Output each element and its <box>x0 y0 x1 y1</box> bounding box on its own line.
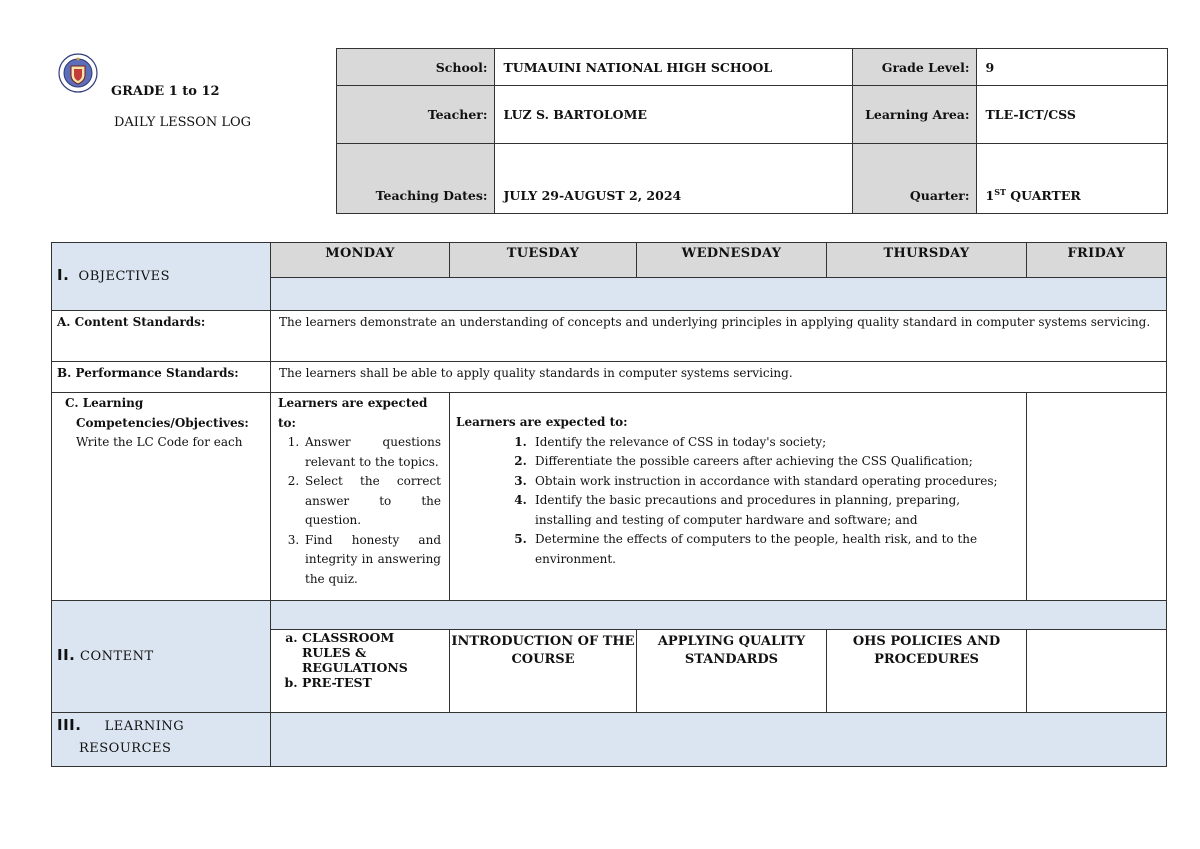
list-item: 1. Identify the relevance of CSS in today's society; <box>531 433 1018 453</box>
quarter-label: Quarter: <box>852 144 976 214</box>
friday-content <box>1027 630 1167 713</box>
title-block <box>51 49 336 214</box>
day-header-friday: FRIDAY <box>1027 243 1167 278</box>
day-header-tuesday: TUESDAY <box>450 243 637 278</box>
dates-value: JULY 29-AUGUST 2, 2024 <box>494 144 852 214</box>
thursday-content: OHS POLICIES AND PROCEDURES <box>827 630 1027 713</box>
area-label: Learning Area: <box>852 86 976 144</box>
list-item: b. PRE-TEST <box>302 675 445 690</box>
monday-objectives: Learners are expected to: 1. Answer questions relevant to the topics. 2. Select the correct answer to the question. 3. Find honesty and integrity in answering the quiz. <box>271 393 450 601</box>
objectives-heading: I. OBJECTIVES <box>52 243 271 311</box>
list-item: 3. Obtain work instruction in accordance with standard operating procedures; <box>531 472 1018 492</box>
deped-seal-logo <box>58 53 98 93</box>
resources-heading: III. LEARNING RESOURCES <box>52 713 271 767</box>
content-heading: II. CONTENT <box>52 601 271 713</box>
grade-label: Grade Level: <box>852 49 976 86</box>
list-item: 3. Find honesty and integrity in answering the quiz. <box>303 531 441 590</box>
tuesday-content: INTRODUCTION OF THE COURSE <box>450 630 637 713</box>
area-value: TLE-ICT/CSS <box>976 86 1167 144</box>
school-value: TUMAUINI NATIONAL HIGH SCHOOL <box>494 49 852 86</box>
wednesday-content: APPLYING QUALITY STANDARDS <box>637 630 827 713</box>
performance-standards-text: The learners shall be able to apply quality standards in computer systems servicing. <box>271 362 1167 393</box>
week-objectives: Learners are expected to: 1. Identify the relevance of CSS in today's society; 2. Differentiate the possible careers after achieving the CSS Qualification; 3. Obtain work instruction in accordance with standard operating procedures; 4. Identify the basic precautions and procedures in planning, preparing, installing and testing of computer hardware and software; and 5. Determine the effects of computers to the people, health risk, and to the environment. <box>450 393 1027 601</box>
list-item: 4. Identify the basic precautions and procedures in planning, preparing, installing and testing of computer hardware and software; and <box>531 491 1018 530</box>
teacher-value: LUZ S. BARTOLOME <box>494 86 852 144</box>
list-item: a. CLASSROOM RULES & REGULATIONS <box>302 630 445 675</box>
monday-content <box>271 630 450 713</box>
content-standards-text: The learners demonstrate an understanding of concepts and underlying principles in applying quality standard in computer systems servicing. <box>271 311 1167 362</box>
quarter-value: 1ST QUARTER <box>976 144 1167 214</box>
dates-label: Teaching Dates: <box>336 144 494 214</box>
list-item: 1. Answer questions relevant to the topics. <box>303 433 441 472</box>
lc-label: C. Learning Competencies/Objectives: Write the LC Code for each <box>52 393 271 601</box>
school-label: School: <box>336 49 494 86</box>
objectives-band <box>271 278 1167 311</box>
day-header-thursday: THURSDAY <box>827 243 1027 278</box>
grade-value: 9 <box>976 49 1167 86</box>
list-item: 5. Determine the effects of computers to the people, health risk, and to the environment. <box>531 530 1018 569</box>
performance-standards-label: B. Performance Standards: <box>52 362 271 393</box>
resources-band <box>271 713 1167 767</box>
teacher-label: Teacher: <box>336 86 494 144</box>
title-line2: DAILY LESSON LOG <box>114 114 252 130</box>
lesson-log-table <box>51 242 1167 767</box>
friday-objectives <box>1027 393 1167 601</box>
content-band <box>271 601 1167 630</box>
title-line1: GRADE 1 to 12 <box>111 83 220 99</box>
list-item: 2. Differentiate the possible careers after achieving the CSS Qualification; <box>531 452 1018 472</box>
day-header-monday: MONDAY <box>271 243 450 278</box>
list-item: 2. Select the correct answer to the question. <box>303 472 441 531</box>
content-standards-label: A. Content Standards: <box>52 311 271 362</box>
day-header-wednesday: WEDNESDAY <box>637 243 827 278</box>
header-table <box>51 48 1168 214</box>
